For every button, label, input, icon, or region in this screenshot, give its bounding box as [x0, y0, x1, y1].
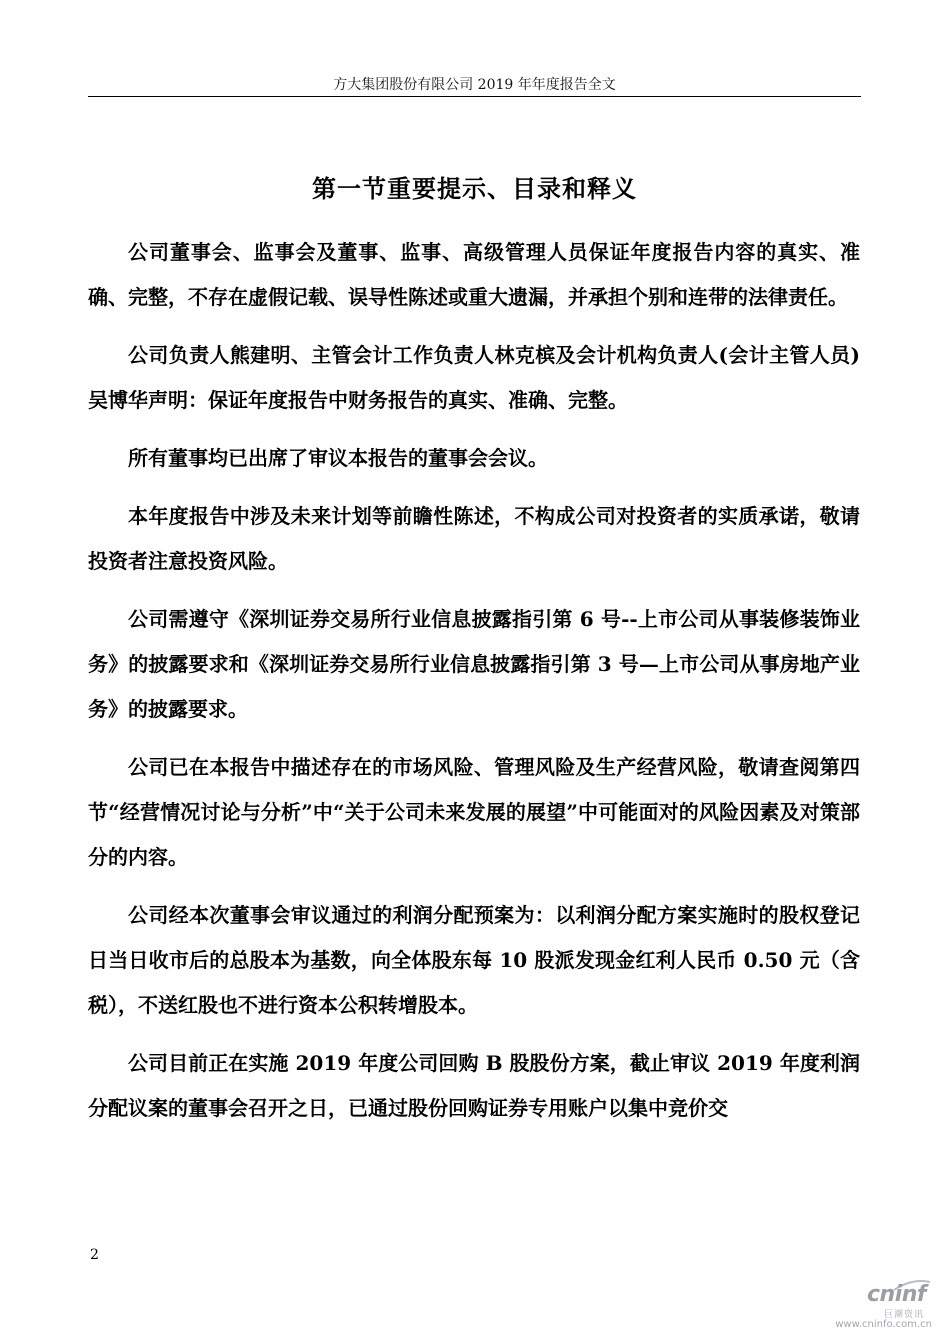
paragraph-board-attendance: 所有董事均已出席了审议本报告的董事会会议。	[128, 446, 548, 470]
watermark-url: www.cninfo.com.cn	[835, 1319, 932, 1330]
paragraph-forward-looking: 本年度报告中涉及未来计划等前瞻性陈述，不构成公司对投资者的实质承诺，敬请投资者注意投资风险。	[88, 504, 860, 573]
header-divider	[88, 96, 861, 97]
cninfo-watermark	[824, 1278, 934, 1334]
paragraph-disclosure-guidelines: 公司需遵守《深圳证券交易所行业信息披露指引第 6 号--上市公司从事装修装饰业务》的披露要求和《深圳证券交易所行业信息披露指引第 3 号—上市公司从事房地产业务》的披露要求。	[88, 607, 860, 721]
watermark-logo: cninf	[867, 1282, 926, 1307]
watermark-name: 巨潮资讯	[883, 1310, 924, 1320]
body-text	[88, 230, 860, 1144]
paragraph-responsibility-statement: 公司董事会、监事会及董事、监事、高级管理人员保证年度报告内容的真实、准确、完整，不存在虚假记载、误导性陈述或重大遗漏，并承担个别和连带的法律责任。	[88, 240, 860, 309]
paragraph-share-buyback: 公司目前正在实施 2019 年度公司回购 B 股股份方案，截止审议 2019 年度利润分配议案的董事会召开之日，已通过股份回购证券专用账户以集中竞价交	[88, 1051, 860, 1120]
paragraph-profit-distribution: 公司经本次董事会审议通过的利润分配预案为：以利润分配方案实施时的股权登记日当日收市后的总股本为基数，向全体股东每 10 股派发现金红利人民币 0.50 元（含税），不送红股也不进行资本公积转增股本。	[88, 903, 860, 1017]
paragraph-officer-declaration: 公司负责人熊建明、主管会计工作负责人林克槟及会计机构负责人(会计主管人员)吴博华声明：保证年度报告中财务报告的真实、准确、完整。	[88, 343, 860, 412]
section-title: 第一节重要提示、目录和释义	[312, 174, 637, 204]
running-header: 方大集团股份有限公司 2019 年年度报告全文	[333, 77, 616, 93]
page-number: 2	[90, 1247, 99, 1263]
paragraph-risk-notice: 公司已在本报告中描述存在的市场风险、管理风险及生产经营风险，敬请查阅第四节“经营情况讨论与分析”中“关于公司未来发展的展望”中可能面对的风险因素及对策部分的内容。	[88, 755, 860, 869]
